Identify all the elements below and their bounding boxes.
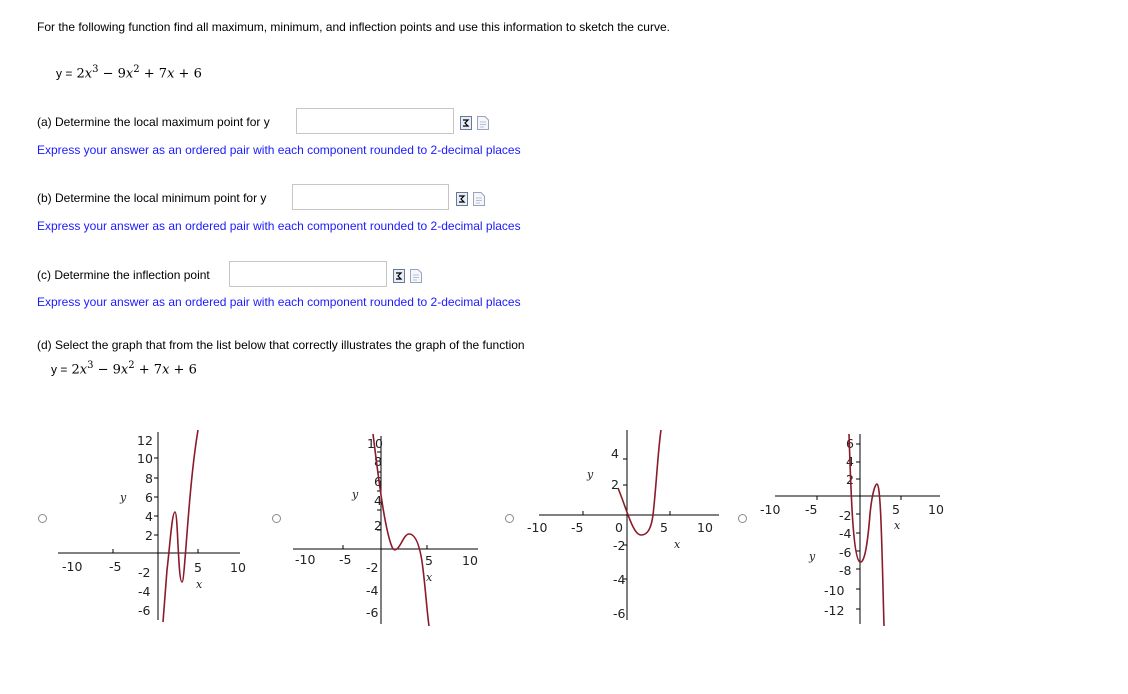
x-tick-label: 5 xyxy=(425,553,433,568)
y-tick-label: 6 xyxy=(846,436,854,451)
equation-coef-1: 2 xyxy=(71,362,80,378)
function-curve xyxy=(849,434,884,626)
y-tick-label: -6 xyxy=(138,603,151,618)
answer-a-input[interactable] xyxy=(296,108,454,134)
preview-icon[interactable] xyxy=(477,116,489,130)
function-curve xyxy=(163,430,198,622)
equation-coef-3: + 7 xyxy=(139,66,168,82)
function-curve xyxy=(618,430,661,535)
equation-editor-icon[interactable] xyxy=(460,116,472,130)
y-tick-label: -4 xyxy=(839,526,852,541)
x-tick-label: 5 xyxy=(660,520,668,535)
equation-exp-1: 3 xyxy=(92,64,99,75)
equation-const: + 6 xyxy=(169,362,197,378)
equation-var-3: x xyxy=(162,362,170,378)
y-tick-label: -6 xyxy=(839,545,852,560)
x-tick-label: 10 xyxy=(928,502,944,517)
y-axis-label: y xyxy=(120,491,127,504)
equation-editor-icon[interactable] xyxy=(393,269,405,283)
y-tick-label: 2 xyxy=(611,477,619,492)
x-tick-label: 5 xyxy=(194,560,202,575)
y-tick-label: 6 xyxy=(374,474,382,489)
y-tick-label: 10 xyxy=(367,436,383,451)
y-tick-label: -4 xyxy=(138,584,151,599)
y-tick-label: -2 xyxy=(366,560,379,575)
equation-exp-1: 3 xyxy=(87,360,94,371)
y-tick-label: 8 xyxy=(145,471,153,486)
answer-c-input[interactable] xyxy=(229,261,387,287)
y-tick-label: 12 xyxy=(137,433,153,448)
equation-coef-2: − 9 xyxy=(98,66,126,82)
y-tick-label: 8 xyxy=(374,454,382,469)
y-tick-label: -6 xyxy=(366,605,379,620)
equation-exp-2: 2 xyxy=(128,360,135,371)
question-c: (c) Determine the inflection point xyxy=(37,268,210,282)
y-tick-label: -12 xyxy=(824,603,845,618)
y-tick-label: 4 xyxy=(374,493,382,508)
question-d: (d) Select the graph that from the list below that correctly illustrates the graph of the function xyxy=(37,338,525,352)
y-tick-label: -4 xyxy=(613,572,626,587)
x-tick-label: -5 xyxy=(571,520,584,535)
y-tick-label: -2 xyxy=(613,538,626,553)
equation-var-2: x xyxy=(125,66,134,82)
y-tick-label: -8 xyxy=(839,563,852,578)
problem-statement: For the following function find all maximum, minimum, and inflection points and use this information to sketch the curve. xyxy=(37,20,670,34)
preview-icon[interactable] xyxy=(473,192,485,206)
hint-b: Express your answer as an ordered pair with each component rounded to 2-decimal places xyxy=(37,219,521,233)
question-b: (b) Determine the local minimum point for y xyxy=(37,191,267,205)
y-tick-label: -2 xyxy=(138,565,151,580)
graph-option-3-radio[interactable] xyxy=(505,514,514,523)
y-tick-label: 10 xyxy=(137,451,153,466)
hint-c: Express your answer as an ordered pair with each component rounded to 2-decimal places xyxy=(37,295,521,309)
y-axis-label: y xyxy=(809,550,816,563)
preview-icon[interactable] xyxy=(410,269,422,283)
equation-const: + 6 xyxy=(174,66,202,82)
y-tick-label: -4 xyxy=(366,583,379,598)
graph-option-2 xyxy=(293,434,483,626)
function-equation-d xyxy=(51,360,197,377)
y-tick-label: -10 xyxy=(824,583,845,598)
graph-option-1-radio[interactable] xyxy=(38,514,47,523)
y-tick-label: -2 xyxy=(839,508,852,523)
y-tick-label: -6 xyxy=(613,606,626,621)
x-tick-label: -5 xyxy=(339,552,352,567)
x-tick-label: -10 xyxy=(527,520,548,535)
graph-option-2-radio[interactable] xyxy=(272,514,281,523)
graph-option-3 xyxy=(527,430,722,622)
x-tick-label: 10 xyxy=(697,520,713,535)
graph-option-4 xyxy=(760,434,955,626)
x-tick-label: -10 xyxy=(760,502,781,517)
x-axis-label: x xyxy=(196,578,203,591)
y-tick-label: 2 xyxy=(846,472,854,487)
answer-b-input[interactable] xyxy=(292,184,449,210)
equation-coef-1: 2 xyxy=(76,66,85,82)
equation-coef-3: + 7 xyxy=(134,362,163,378)
graph-option-1 xyxy=(58,430,248,622)
equation-var-3: x xyxy=(167,66,175,82)
equation-coef-2: − 9 xyxy=(93,362,121,378)
y-tick-label: 4 xyxy=(611,446,619,461)
function-equation xyxy=(56,64,202,81)
x-tick-label: -5 xyxy=(109,559,122,574)
equation-editor-icon[interactable] xyxy=(456,192,468,206)
y-tick-label: 2 xyxy=(145,528,153,543)
question-a: (a) Determine the local maximum point for y xyxy=(37,115,270,129)
equation-lhs: y = xyxy=(56,66,73,81)
y-tick-label: 2 xyxy=(374,518,382,533)
equation-exp-2: 2 xyxy=(133,64,140,75)
x-tick-label: 10 xyxy=(462,553,478,568)
y-tick-label: 4 xyxy=(145,509,153,524)
hint-a: Express your answer as an ordered pair with each component rounded to 2-decimal places xyxy=(37,143,521,157)
equation-lhs: y = xyxy=(51,362,68,377)
y-tick-label: 6 xyxy=(145,490,153,505)
y-tick-label: 4 xyxy=(846,454,854,469)
x-tick-label: -10 xyxy=(62,559,83,574)
equation-var-1: x xyxy=(79,362,88,378)
equation-var-2: x xyxy=(120,362,129,378)
y-axis-label: y xyxy=(352,488,359,501)
graph-option-4-radio[interactable] xyxy=(738,514,747,523)
x-tick-label: 0 xyxy=(615,520,623,535)
equation-var-1: x xyxy=(84,66,93,82)
x-axis-label: x xyxy=(426,571,433,584)
x-tick-label: -10 xyxy=(295,552,316,567)
x-tick-label: -5 xyxy=(805,502,818,517)
y-axis-label: y xyxy=(587,468,594,481)
x-tick-label: 10 xyxy=(230,560,246,575)
x-axis-label: x xyxy=(894,519,901,532)
x-tick-label: 5 xyxy=(892,502,900,517)
x-axis-label: x xyxy=(674,538,681,551)
